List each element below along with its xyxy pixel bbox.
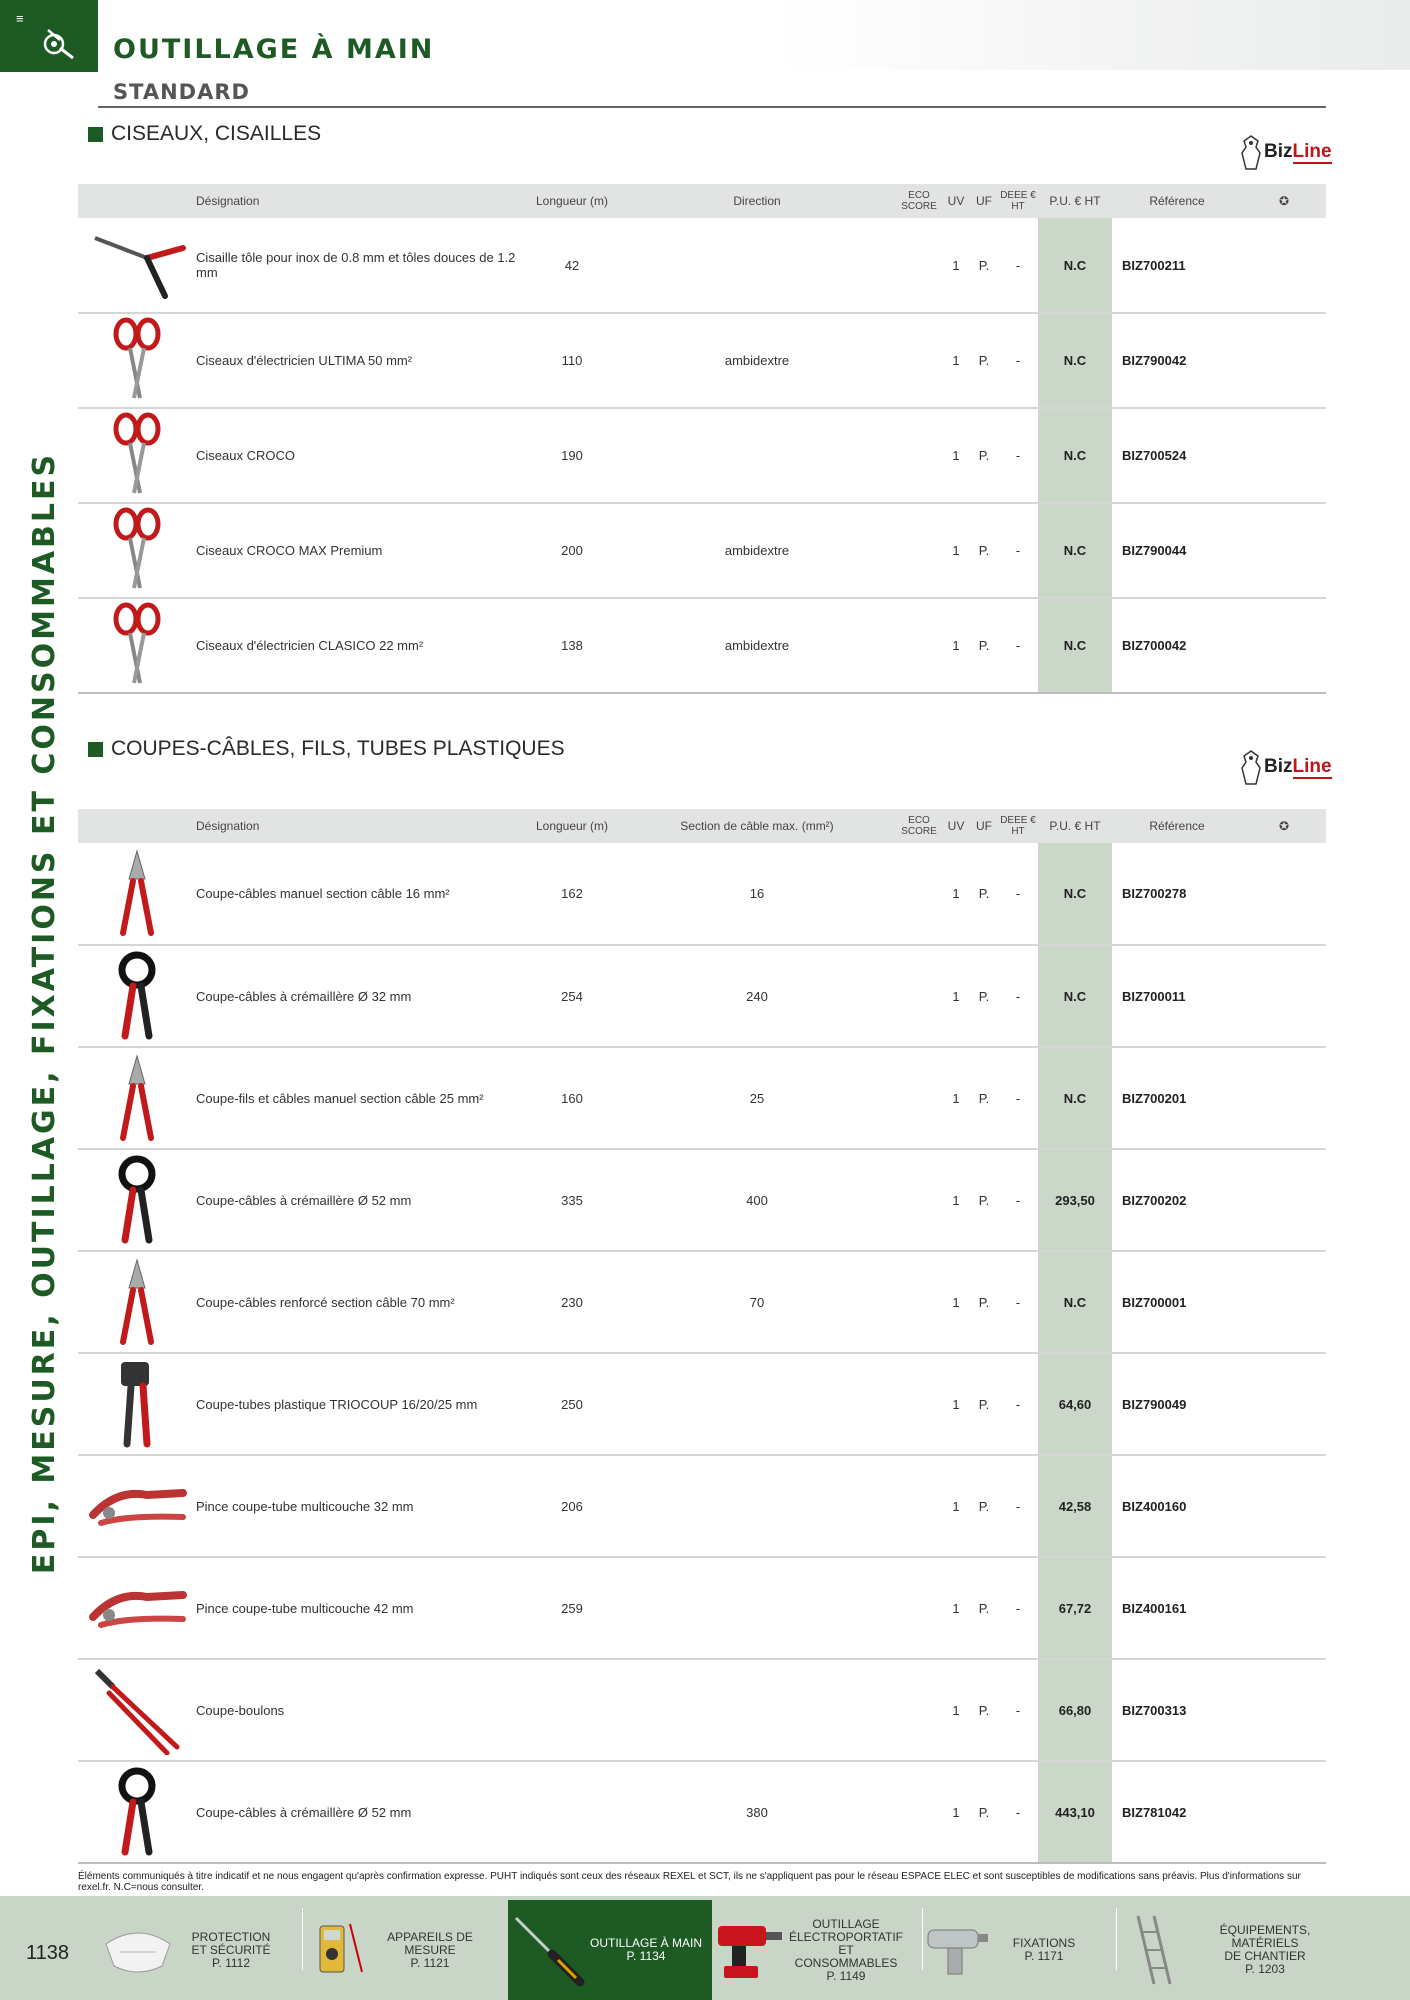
cable-cutter-icon (107, 1132, 167, 1147)
product-image (78, 1659, 196, 1761)
category-badge[interactable] (0, 0, 98, 72)
product-uf: P. (970, 598, 998, 693)
header-pu: P.U. € HT (1038, 809, 1112, 843)
product-eco-score (896, 408, 942, 503)
table-row[interactable] (78, 408, 1326, 503)
product-reference[interactable]: BIZ400160 (1112, 1455, 1242, 1557)
product-deee: - (998, 945, 1038, 1047)
product-length: 230 (526, 1251, 618, 1353)
product-uv: 1 (942, 1047, 970, 1149)
product-designation: Pince coupe-tube multicouche 42 mm (196, 1557, 526, 1659)
product-uf: P. (970, 1149, 998, 1251)
footer-nav-protection[interactable]: PROTECTION ET SÉCURITÉ P. 1112 (100, 1900, 300, 2000)
ratchet-cutter-icon (107, 1846, 167, 1861)
section-marker-icon (88, 127, 103, 142)
table-row[interactable] (78, 1047, 1326, 1149)
product-reference[interactable]: BIZ700211 (1112, 218, 1242, 313)
product-section (618, 1455, 896, 1557)
products-table-cable-cutters (78, 809, 1326, 1864)
product-uf: P. (970, 1047, 998, 1149)
product-cart-cell[interactable] (1242, 1353, 1326, 1455)
product-price: N.C (1038, 313, 1112, 408)
table-row[interactable] (78, 1251, 1326, 1353)
product-eco-score (896, 1149, 942, 1251)
product-uv: 1 (942, 1251, 970, 1353)
product-image (78, 1149, 196, 1251)
table-row[interactable] (78, 1761, 1326, 1863)
product-uf: P. (970, 313, 998, 408)
disclaimer-text: Éléments communiqués à titre indicatif et ne nous engagent qu'après confirmation expresse. PUHT indiqués sont ceux des réseaux REXEL et SCT, ils ne s'appliquent pas pour le réseau ESPACE ELEC et sont susceptibles de modifications sans préavis. Plus d'informations sur rexel.fr. N.C=nous consulter. (78, 1871, 1301, 1893)
product-deee: - (998, 408, 1038, 503)
product-image (78, 1761, 196, 1863)
product-cart-cell[interactable] (1242, 1047, 1326, 1149)
product-reference[interactable]: BIZ790049 (1112, 1353, 1242, 1455)
footer-nav-measure[interactable]: APPAREILS DE MESURE P. 1121 (310, 1900, 506, 2000)
product-uv: 1 (942, 598, 970, 693)
product-designation: Coupe-fils et câbles manuel section câble 25 mm² (196, 1047, 526, 1149)
product-length: 190 (526, 408, 618, 503)
product-price: 293,50 (1038, 1149, 1112, 1251)
product-uv: 1 (942, 945, 970, 1047)
scissors-icon (102, 580, 172, 595)
product-cart-cell[interactable] (1242, 313, 1326, 408)
scissors-icon (102, 675, 172, 690)
footer-nav-site-equipment[interactable]: ÉQUIPEMENTS, MATÉRIELS DE CHANTIER P. 1203 (1124, 1900, 1404, 2000)
product-section: 380 (618, 1761, 896, 1863)
header-uv: UV (942, 809, 970, 843)
product-uv: 1 (942, 1659, 970, 1761)
product-image (78, 945, 196, 1047)
header-designation: Désignation (196, 809, 526, 843)
product-price: N.C (1038, 218, 1112, 313)
header-uf: UF (970, 809, 998, 843)
products-table-scissors (78, 184, 1326, 694)
header-longueur: Longueur (m) (526, 184, 618, 218)
product-cart-cell[interactable] (1242, 1251, 1326, 1353)
product-deee: - (998, 1047, 1038, 1149)
product-uv: 1 (942, 218, 970, 313)
product-cart-cell[interactable] (1242, 945, 1326, 1047)
product-designation: Coupe-câbles à crémaillère Ø 52 mm (196, 1761, 526, 1863)
tube-cutter-icon (107, 1438, 167, 1453)
product-uv: 1 (942, 1761, 970, 1863)
product-price: 42,58 (1038, 1455, 1112, 1557)
product-uv: 1 (942, 1557, 970, 1659)
product-reference[interactable]: BIZ790044 (1112, 503, 1242, 598)
product-designation: Coupe-boulons (196, 1659, 526, 1761)
product-eco-score (896, 1047, 942, 1149)
side-category-label: EPI, MESURE, OUTILLAGE, FIXATIONS ET CONSOMMABLES (26, 451, 62, 1575)
table-row[interactable] (78, 313, 1326, 408)
mask-icon (100, 1922, 176, 1978)
section-title-cable-cutters (88, 737, 565, 761)
section-marker-icon (88, 742, 103, 757)
cart-icon[interactable]: ✪ (1242, 184, 1326, 218)
product-cart-cell[interactable] (1242, 503, 1326, 598)
product-cart-cell[interactable] (1242, 1557, 1326, 1659)
table-header (78, 184, 1326, 218)
product-cart-cell[interactable] (1242, 1455, 1326, 1557)
footer-nav-fixings[interactable]: FIXATIONS P. 1171 (922, 1900, 1112, 2000)
product-deee: - (998, 843, 1038, 945)
scissors-icon (102, 485, 172, 500)
product-price: 64,60 (1038, 1353, 1112, 1455)
product-section: 70 (618, 1251, 896, 1353)
product-length: 206 (526, 1455, 618, 1557)
product-section: 400 (618, 1149, 896, 1251)
header-eco-score: ECO SCORE (896, 809, 942, 843)
product-uv: 1 (942, 1149, 970, 1251)
product-eco-score (896, 1659, 942, 1761)
product-cart-cell[interactable] (1242, 598, 1326, 693)
header-longueur: Longueur (m) (526, 809, 618, 843)
product-deee: - (998, 503, 1038, 598)
bolt-cutter-icon (87, 1743, 187, 1758)
product-eco-score (896, 843, 942, 945)
product-uf: P. (970, 1353, 998, 1455)
product-deee: - (998, 1761, 1038, 1863)
product-uv: 1 (942, 408, 970, 503)
product-designation: Coupe-câbles renforcé section câble 70 mm² (196, 1251, 526, 1353)
product-designation: Ciseaux CROCO (196, 408, 526, 503)
header-reference: Référence (1112, 184, 1242, 218)
product-reference[interactable]: BIZ700313 (1112, 1659, 1242, 1761)
product-eco-score (896, 1557, 942, 1659)
product-cart-cell[interactable] (1242, 1659, 1326, 1761)
scissors-icon (102, 390, 172, 405)
product-deee: - (998, 598, 1038, 693)
table-row[interactable] (78, 1455, 1326, 1557)
product-reference[interactable]: BIZ700201 (1112, 1047, 1242, 1149)
table-header (78, 809, 1326, 843)
product-eco-score (896, 1251, 942, 1353)
product-designation: Ciseaux d'électricien CLASICO 22 mm² (196, 598, 526, 693)
product-eco-score (896, 945, 942, 1047)
product-reference[interactable]: BIZ700011 (1112, 945, 1242, 1047)
brand-name: BizLine (1264, 141, 1332, 162)
product-eco-score (896, 218, 942, 313)
drill-icon (714, 1918, 786, 1982)
product-section (618, 1659, 896, 1761)
product-uv: 1 (942, 503, 970, 598)
product-length: 200 (526, 503, 618, 598)
product-reference[interactable]: BIZ700001 (1112, 1251, 1242, 1353)
product-designation: Coupe-tubes plastique TRIOCOUP 16/20/25 mm (196, 1353, 526, 1455)
cable-cutter-icon (107, 927, 167, 942)
footer-nav-hand-tools[interactable]: OUTILLAGE À MAIN P. 1134 (508, 1900, 712, 2000)
product-cart-cell[interactable] (1242, 1761, 1326, 1863)
product-uf: P. (970, 503, 998, 598)
header-section: Section de câble max. (mm²) (618, 809, 896, 843)
product-length: 250 (526, 1353, 618, 1455)
product-price: N.C (1038, 598, 1112, 693)
table-row[interactable] (78, 598, 1326, 693)
footer-nav-power-tools[interactable]: OUTILLAGE ÉLECTROPORTATIF ET CONSOMMABLES P. 1149 (714, 1900, 920, 2000)
product-designation: Ciseaux CROCO MAX Premium (196, 503, 526, 598)
section-title-text: CISEAUX, CISAILLES (111, 122, 322, 145)
product-direction: ambidextre (618, 598, 896, 693)
page-subtitle: STANDARD (113, 80, 250, 104)
ratchet-cutter-icon (107, 1030, 167, 1045)
header-direction: Direction (618, 184, 896, 218)
ladder-icon (1124, 1912, 1184, 1988)
brand-logo (1238, 133, 1332, 171)
header-deee: DEEE € HT (998, 184, 1038, 218)
product-designation: Pince coupe-tube multicouche 32 mm (196, 1455, 526, 1557)
product-designation: Cisaille tôle pour inox de 0.8 mm et tôles douces de 1.2 mm (196, 218, 526, 313)
table-row[interactable] (78, 1557, 1326, 1659)
product-uv: 1 (942, 1455, 970, 1557)
header-deee: DEEE € HT (998, 809, 1038, 843)
page-title: OUTILLAGE À MAIN (113, 34, 435, 65)
product-reference[interactable]: BIZ700042 (1112, 598, 1242, 693)
product-eco-score (896, 598, 942, 693)
product-reference[interactable]: BIZ700524 (1112, 408, 1242, 503)
header-uf: UF (970, 184, 998, 218)
table-row[interactable] (78, 1149, 1326, 1251)
table-row[interactable] (78, 843, 1326, 945)
product-price: N.C (1038, 1047, 1112, 1149)
header-uv: UV (942, 184, 970, 218)
table-row[interactable] (78, 503, 1326, 598)
brand-logo (1238, 748, 1332, 786)
product-deee: - (998, 1557, 1038, 1659)
product-price: 443,10 (1038, 1761, 1112, 1863)
product-direction (618, 408, 896, 503)
product-reference[interactable]: BIZ700202 (1112, 1149, 1242, 1251)
table-row[interactable] (78, 1659, 1326, 1761)
product-section: 25 (618, 1047, 896, 1149)
product-price: N.C (1038, 503, 1112, 598)
product-eco-score (896, 1353, 942, 1455)
product-deee: - (998, 218, 1038, 313)
product-length: 160 (526, 1047, 618, 1149)
product-uf: P. (970, 1761, 998, 1863)
product-image (78, 503, 196, 598)
product-direction (618, 218, 896, 313)
product-eco-score (896, 1455, 942, 1557)
product-reference[interactable]: BIZ700278 (1112, 843, 1242, 945)
product-price: 66,80 (1038, 1659, 1112, 1761)
product-uv: 1 (942, 313, 970, 408)
product-uv: 1 (942, 843, 970, 945)
table-row[interactable] (78, 1353, 1326, 1455)
product-image (78, 1455, 196, 1557)
bizline-mascot-icon (1238, 133, 1264, 171)
brand-name: BizLine (1264, 756, 1332, 777)
product-section (618, 1353, 896, 1455)
header-pu: P.U. € HT (1038, 184, 1112, 218)
header-reference: Référence (1112, 809, 1242, 843)
product-uv: 1 (942, 1353, 970, 1455)
screwdriver-icon (508, 1910, 588, 1990)
product-uf: P. (970, 1455, 998, 1557)
pipe-cutter-icon (87, 1625, 187, 1640)
product-length: 254 (526, 945, 618, 1047)
product-image (78, 598, 196, 693)
product-image (78, 843, 196, 945)
table-row[interactable] (78, 218, 1326, 313)
product-cart-cell[interactable] (1242, 1149, 1326, 1251)
product-direction: ambidextre (618, 503, 896, 598)
multimeter-icon (310, 1920, 370, 1980)
product-designation: Coupe-câbles à crémaillère Ø 52 mm (196, 1149, 526, 1251)
product-section: 16 (618, 843, 896, 945)
product-eco-score (896, 313, 942, 408)
product-reference[interactable]: BIZ790042 (1112, 313, 1242, 408)
product-section (618, 1557, 896, 1659)
product-image (78, 1557, 196, 1659)
product-image (78, 218, 196, 313)
product-length: 110 (526, 313, 618, 408)
product-uf: P. (970, 843, 998, 945)
header-designation: Désignation (196, 184, 526, 218)
product-cart-cell[interactable] (1242, 408, 1326, 503)
product-price: 67,72 (1038, 1557, 1112, 1659)
product-uf: P. (970, 1251, 998, 1353)
page-number: 1138 (26, 1942, 70, 1964)
product-length: 335 (526, 1149, 618, 1251)
product-designation: Coupe-câbles à crémaillère Ø 32 mm (196, 945, 526, 1047)
product-eco-score (896, 1761, 942, 1863)
product-image (78, 313, 196, 408)
ratchet-cutter-icon (107, 1234, 167, 1249)
section-title-scissors (88, 122, 321, 146)
menu-icon[interactable]: ≡ (16, 11, 24, 26)
product-length: 138 (526, 598, 618, 693)
shears-icon (87, 292, 187, 307)
product-deee: - (998, 1149, 1038, 1251)
product-designation: Ciseaux d'électricien ULTIMA 50 mm² (196, 313, 526, 408)
product-uf: P. (970, 218, 998, 313)
product-reference[interactable]: BIZ781042 (1112, 1761, 1242, 1863)
table-row[interactable] (78, 945, 1326, 1047)
product-image (78, 1047, 196, 1149)
cable-cutter-icon (107, 1336, 167, 1351)
pipe-cutter-icon (87, 1523, 187, 1538)
header-eco-score: ECO SCORE (896, 184, 942, 218)
product-deee: - (998, 1455, 1038, 1557)
product-image (78, 1353, 196, 1455)
product-section: 240 (618, 945, 896, 1047)
product-price: N.C (1038, 945, 1112, 1047)
product-length (526, 1659, 618, 1761)
product-deee: - (998, 1251, 1038, 1353)
section-title-text: COUPES-CÂBLES, FILS, TUBES PLASTIQUES (111, 737, 565, 760)
product-direction: ambidextre (618, 313, 896, 408)
product-uf: P. (970, 945, 998, 1047)
product-deee: - (998, 1659, 1038, 1761)
product-deee: - (998, 1353, 1038, 1455)
product-price: N.C (1038, 1251, 1112, 1353)
product-eco-score (896, 503, 942, 598)
product-uf: P. (970, 408, 998, 503)
product-cart-cell[interactable] (1242, 218, 1326, 313)
product-price: N.C (1038, 843, 1112, 945)
cart-icon[interactable]: ✪ (1242, 809, 1326, 843)
header-divider (98, 106, 1326, 108)
hand-tools-icon (40, 26, 76, 60)
product-length (526, 1761, 618, 1863)
product-price: N.C (1038, 408, 1112, 503)
product-reference[interactable]: BIZ400161 (1112, 1557, 1242, 1659)
product-cart-cell[interactable] (1242, 843, 1326, 945)
product-uf: P. (970, 1659, 998, 1761)
product-uf: P. (970, 1557, 998, 1659)
product-designation: Coupe-câbles manuel section câble 16 mm² (196, 843, 526, 945)
product-length: 259 (526, 1557, 618, 1659)
product-image (78, 408, 196, 503)
product-deee: - (998, 313, 1038, 408)
product-length: 162 (526, 843, 618, 945)
bizline-mascot-icon (1238, 748, 1264, 786)
product-length: 42 (526, 218, 618, 313)
product-image (78, 1251, 196, 1353)
fixing-gun-icon (922, 1920, 994, 1980)
